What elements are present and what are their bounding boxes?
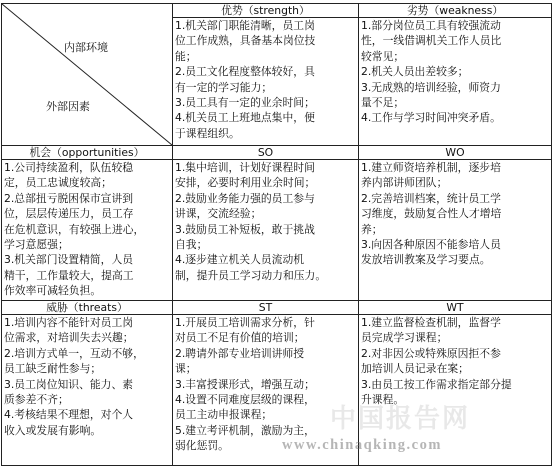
cell-text-line: 1.建立监督检查机制，监督学: [361, 316, 501, 329]
cell-text-line: 1.机关部门职能清晰，员工岗: [175, 19, 315, 32]
cell-text-line: 4.逐步建立机关人员流动机: [175, 253, 305, 267]
cell-text-line: 4.工作与学习时间冲突矛盾。: [361, 111, 501, 125]
cell-text-line: 3.向因各种原因不能参培人员: [361, 238, 501, 252]
cell-text-line: 3.无成熟的培训经验，师资力: [361, 80, 501, 94]
cell-text-line: 对员工不足有价值的培训；: [175, 331, 305, 345]
opportunities-content: [2, 160, 173, 301]
strength-content: [173, 18, 359, 146]
cell-text-line: 员工缺乏耐性参与；: [4, 362, 102, 376]
cell-text-line: 3.员工岗位知识、能力、素: [4, 377, 134, 391]
wo-header: WO: [359, 146, 552, 160]
cell-text-line: 3.由员工按工作需求指定部分提: [361, 377, 512, 391]
cell-text-line: 3.丰富授课形式，增强互动；: [175, 377, 315, 391]
cell-text-line: 较常见；: [361, 49, 405, 63]
cell-text-line: 2.培训方式单一，互动不够，: [4, 346, 144, 360]
cell-text-line: 质参差不齐；: [4, 393, 69, 407]
cell-text-line: 习维度，鼓励复合性人才增培: [361, 207, 502, 221]
cell-text-line: 自我；: [175, 238, 208, 252]
cell-text-line: 升课程。: [361, 393, 405, 407]
corner-diagonal-cell: [2, 4, 173, 146]
external-factors-label: 外部因素: [46, 100, 90, 113]
cell-text-line: 2.机关人员出差较多；: [361, 65, 469, 79]
cell-text-line: 定，员工忠诚度较高；: [4, 176, 112, 190]
cell-text-line: 能；: [175, 49, 197, 63]
opportunities-header: 机会（opportunities）: [2, 146, 173, 160]
cell-text-line: 于课程组织。: [175, 126, 240, 140]
cell-text-line: 收入或发展有影响。: [4, 423, 102, 437]
cell-text-line: 1.集中培训，计划好课程时间: [175, 161, 315, 174]
cell-text-line: 量不足；: [361, 96, 405, 110]
cell-text-line: 作效率可减轻负担。: [4, 284, 102, 298]
cell-text-line: 位工作成熟，具备基本岗位技: [175, 34, 316, 48]
cell-text-line: 4.机关员工上班地点集中，便: [175, 111, 315, 125]
cell-text-line: 性，一线借调机关工作人员比: [361, 34, 502, 48]
cell-text-line: 课；: [175, 362, 197, 376]
cell-text-line: 5.建立考评机制，激励为主，: [175, 423, 315, 437]
cell-text-line: 3.鼓励员工补短板，敢于挑战: [175, 222, 315, 236]
cell-text-line: 1.部分岗位员工具有较强流动: [361, 19, 501, 32]
cell-text-line: 养；: [361, 222, 383, 236]
cell-text-line: 1.公司持续盈利，队伍较稳: [4, 161, 134, 174]
weakness-content: [359, 18, 552, 146]
st-header: ST: [173, 301, 359, 315]
cell-text-line: 3.员工具有一定的业余时间；: [175, 96, 315, 110]
wt-header: WT: [359, 301, 552, 315]
cell-text-line: 2.完善培训档案，统计员工学: [361, 191, 501, 205]
cell-text-line: 2.员工文化程度整体较好，具: [175, 65, 315, 79]
wo-content: [359, 160, 552, 301]
cell-text-line: 发放培训教案及学习要点。: [361, 253, 491, 267]
cell-text-line: 有一定的学习能力；: [175, 80, 273, 94]
cell-text-line: 精干，工作量较大，提高工: [4, 268, 134, 282]
diagonal-line: [2, 4, 172, 145]
cell-text-line: 讲课，交流经验；: [175, 207, 262, 221]
cell-text-line: 4.考核结果不理想，对个人: [4, 408, 134, 422]
cell-text-line: 4.设置不同难度层级的课程，: [175, 393, 315, 407]
cell-text-line: 1.开展员工培训需求分析，针: [175, 316, 315, 329]
cell-text-line: 养内部讲师团队；: [361, 176, 448, 190]
swot-table: [1, 3, 552, 466]
cell-text-line: 加培训人员记录在案；: [361, 362, 469, 376]
so-content: [173, 160, 359, 301]
weakness-header: 劣势（weakness）: [359, 4, 552, 18]
so-header: SO: [173, 146, 359, 160]
cell-text-line: 员工主动申报课程；: [175, 408, 273, 422]
strength-header: 优势（strength）: [173, 4, 359, 18]
cell-text-line: 位需求，对培训失去兴趣；: [4, 331, 134, 345]
cell-text-line: 2.聘请外部专业培训讲师授: [175, 346, 305, 360]
threats-header: 威胁（threats）: [2, 301, 173, 315]
cell-text-line: 位，层层传递压力，员工存: [4, 207, 134, 221]
internal-environment-label: 内部环境: [64, 41, 108, 54]
cell-text-line: 2.对非因公或特殊原因拒不参: [361, 346, 501, 360]
cell-text-line: 2.鼓励业务能力强的员工参与: [175, 191, 315, 205]
cell-text-line: 安排，必要时利用业余时间；: [175, 176, 316, 190]
cell-text-line: 制，提升员工学习动力和压力。: [175, 268, 327, 282]
threats-content: [2, 315, 173, 466]
watermark-url: www.chinaqking.com: [282, 437, 442, 453]
cell-text-line: 2.总部扭亏脱困保市宣讲到: [4, 191, 134, 205]
cell-text-line: 在危机意识，有较强上进心，: [4, 222, 145, 236]
cell-text-line: 员完成学习课程；: [361, 331, 448, 345]
cell-text-line: 学习意愿强；: [4, 238, 69, 252]
cell-text-line: 1.培训内容不能针对员工岗: [4, 316, 134, 329]
cell-text-line: 1.建立师资培养机制，逐步培: [361, 161, 501, 174]
cell-text-line: 弱化惩罚。: [175, 439, 229, 453]
watermark-logo: 中国报告网: [330, 404, 471, 434]
cell-text-line: 3.机关部门设置精简，人员: [4, 253, 134, 267]
